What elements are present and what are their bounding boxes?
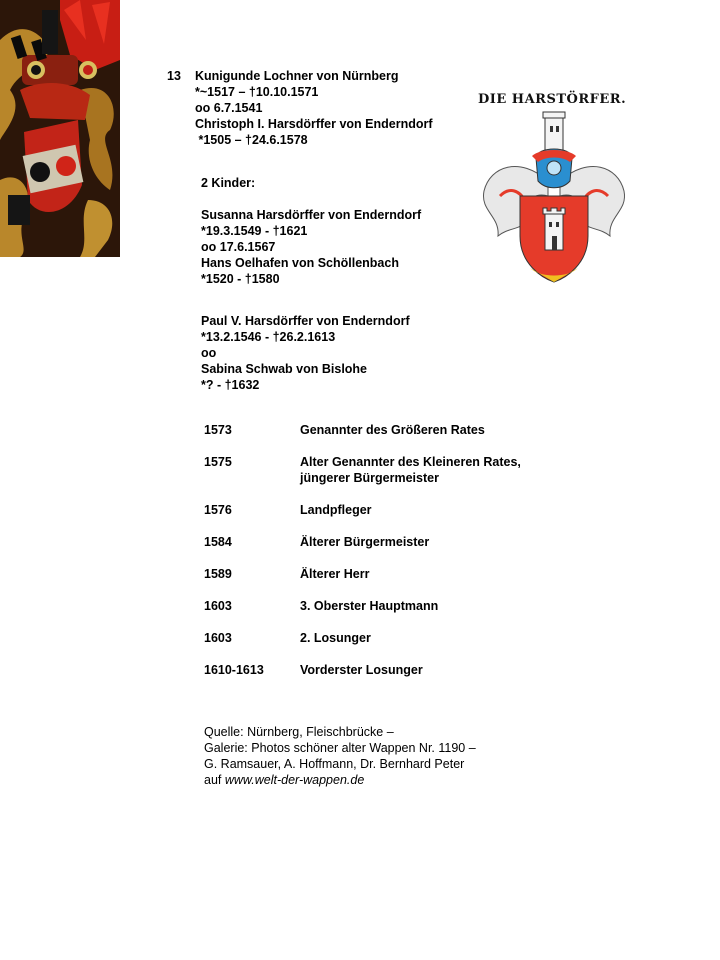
career-title: Älterer Herr	[300, 567, 370, 581]
career-year: 1573	[204, 423, 232, 437]
child-block-2	[201, 313, 410, 393]
career-title: 3. Oberster Hauptmann	[300, 599, 439, 613]
child-spouse-dates: *1520 - †1580	[201, 272, 280, 286]
person-name: Kunigunde Lochner von Nürnberg	[195, 69, 399, 83]
career-title: Älterer Bürgermeister	[300, 535, 430, 549]
career-title: 2. Losunger	[300, 631, 371, 645]
child-marriage: oo 17.6.1567	[201, 240, 276, 254]
children-heading: 2 Kinder:	[201, 176, 256, 190]
arms-title: DIE HARSTÖRFER.	[478, 92, 627, 107]
source-line: Galerie: Photos schöner alter Wappen Nr. 1190 –	[204, 741, 476, 755]
source-line: G. Ramsauer, A. Hoffmann, Dr. Bernhard Peter	[204, 757, 465, 771]
marriage-date: oo 6.7.1541	[195, 101, 263, 115]
source-prefix: auf	[204, 773, 225, 787]
career-year: 1603	[204, 631, 232, 645]
career-year: 1584	[204, 535, 232, 549]
child-dates: *19.3.1549 - †1621	[201, 224, 308, 238]
harstoerfer-arms	[470, 86, 638, 286]
child-marriage: oo	[201, 346, 217, 360]
child-dates: *13.2.1546 - †26.2.1613	[201, 330, 336, 344]
career-title: Genannter des Größeren Rates	[300, 423, 485, 437]
source-line: Quelle: Nürnberg, Fleischbrücke –	[204, 725, 394, 739]
career-year: 1610-1613	[204, 663, 264, 677]
career-title	[300, 454, 521, 486]
child-spouse-dates: *? - †1632	[201, 378, 260, 392]
child-name: Paul V. Harsdörffer von Enderndorf	[201, 314, 410, 328]
entry-block	[195, 68, 433, 148]
spouse-name: Christoph I. Harsdörffer von Enderndorf	[195, 117, 433, 131]
career-title: Landpfleger	[300, 503, 372, 517]
arms-drawing	[470, 86, 638, 286]
career-title-line: Alter Genannter des Kleineren Rates,	[300, 455, 521, 469]
career-title: Vorderster Losunger	[300, 663, 423, 677]
source-link[interactable]: www.welt-der-wappen.de	[224, 773, 365, 787]
source-block	[204, 724, 476, 788]
painted-arms-image	[0, 0, 120, 257]
spouse-dates: *1505 – †24.6.1578	[195, 133, 308, 147]
child-spouse: Sabina Schwab von Bislohe	[201, 362, 368, 376]
source-link-line	[204, 772, 476, 788]
child-spouse: Hans Oelhafen von Schöllenbach	[201, 256, 399, 270]
career-title-line: jüngerer Bürgermeister	[300, 471, 439, 485]
career-year: 1576	[204, 503, 232, 517]
person-dates: *~1517 – †10.10.1571	[195, 85, 319, 99]
career-year: 1603	[204, 599, 232, 613]
child-block-1	[201, 207, 421, 287]
child-name: Susanna Harsdörffer von Enderndorf	[201, 208, 422, 222]
entry-number: 13	[167, 69, 181, 83]
career-year: 1589	[204, 567, 232, 581]
career-year: 1575	[204, 455, 232, 469]
